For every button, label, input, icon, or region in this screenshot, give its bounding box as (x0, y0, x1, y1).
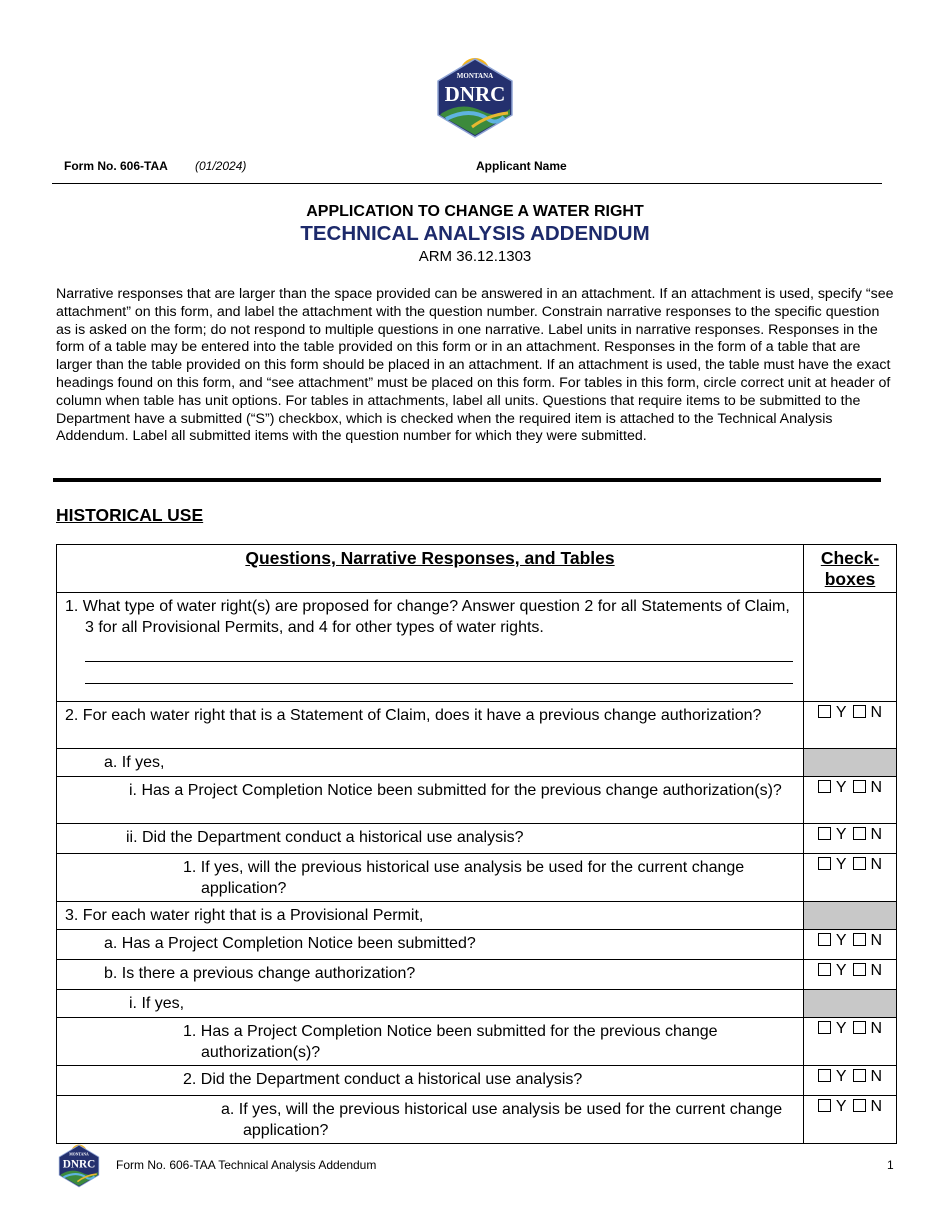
yes-checkbox[interactable] (818, 1069, 831, 1082)
question-text: i. Has a Project Completion Notice been submitted for the previous change authorization(s)? (129, 782, 782, 799)
question-text: 3. For each water right that is a Provisional Permit, (65, 907, 424, 924)
yes-no-checkbox[interactable]: Y N (804, 1066, 897, 1096)
form-header (52, 157, 882, 184)
shaded-cell (804, 902, 897, 930)
question-text: ii. Did the Department conduct a historical use analysis? (126, 829, 524, 846)
checkboxes-column-header: Check- boxes (804, 545, 897, 593)
table-row (57, 902, 897, 930)
form-date: (01/2024) (195, 159, 247, 173)
yes-no-checkbox[interactable]: Y N (804, 1096, 897, 1144)
question-text: 2. For each water right that is a Statement of Claim, does it have a previous change authorization? (65, 707, 762, 724)
yes-no-checkbox[interactable]: Y N (804, 777, 897, 824)
question-text: 2. Did the Department conduct a historical use analysis? (183, 1071, 583, 1088)
table-row (57, 1096, 897, 1144)
yes-checkbox[interactable] (818, 780, 831, 793)
table-row (57, 1066, 897, 1096)
table-row (57, 824, 897, 854)
no-checkbox[interactable] (853, 933, 866, 946)
table-row (57, 702, 897, 749)
rule-reference: ARM 36.12.1303 (418, 248, 532, 265)
table-row (57, 930, 897, 960)
answer-line[interactable] (85, 640, 793, 662)
no-checkbox[interactable] (853, 780, 866, 793)
table-row (57, 990, 897, 1018)
section-heading: HISTORICAL USE (56, 505, 204, 525)
yes-no-checkbox[interactable]: Y N (804, 824, 897, 854)
no-checkbox[interactable] (853, 827, 866, 840)
shaded-cell (804, 990, 897, 1018)
no-checkbox[interactable] (853, 705, 866, 718)
yes-checkbox[interactable] (818, 963, 831, 976)
page-number: 1 (887, 1158, 894, 1172)
yes-no-checkbox[interactable]: Y N (804, 702, 897, 749)
yes-no-checkbox[interactable]: Y N (804, 854, 897, 902)
yes-checkbox[interactable] (818, 1099, 831, 1112)
table-row (57, 1018, 897, 1066)
table-row (57, 593, 897, 702)
no-checkbox[interactable] (853, 1069, 866, 1082)
table-row (57, 749, 897, 777)
table-row (57, 777, 897, 824)
form-number: Form No. 606-TAA (64, 159, 168, 173)
no-checkbox[interactable] (853, 1099, 866, 1112)
question-text: a. Has a Project Completion Notice been submitted? (104, 935, 476, 952)
svg-text:DNRC: DNRC (62, 1158, 96, 1171)
table-header-row (57, 545, 897, 593)
instructions-paragraph: Narrative responses that are larger than the space provided can be answered in an attachment. If an attachment is used, specify “see attachment” on this form, and label the attachment with the question number. Constrain narrative responses to the specific question as is asked on the form; do not respond to multiple questions in one narrative. Label units in narrative responses. Responses in the form of a table may be entered into the table provided on this form or in an attachment. Responses in the form of a table that are larger than the table provided on this form should be placed in an attachment. If an attachment is used, the table must have the exact headings found on this form, and “see attachment” must be placed on this form. For tables in this form, circle correct unit at header of column when table has unit options. For tables in attachments, label all units. Questions that require items to be submitted to the Department have a submitted (“S”) checkbox, which is checked when the required item is attached to the Technical Analysis Addendum. Label all submitted items with the question number for which they were submitted. (56, 286, 894, 445)
yes-checkbox[interactable] (818, 827, 831, 840)
questions-table (56, 544, 897, 1144)
yes-no-checkbox[interactable]: Y N (804, 930, 897, 960)
questions-column-header: Questions, Narrative Responses, and Tables (57, 545, 804, 593)
answer-line[interactable] (85, 662, 793, 684)
question-text: a. If yes, will the previous historical use analysis be used for the current change application? (221, 1101, 783, 1139)
yes-checkbox[interactable] (818, 705, 831, 718)
yes-no-checkbox[interactable]: Y N (804, 1018, 897, 1066)
no-checkbox[interactable] (853, 963, 866, 976)
svg-text:MONTANA: MONTANA (456, 72, 494, 80)
dnrc-logo-small (56, 1142, 102, 1188)
table-row (57, 854, 897, 902)
footer-form-label: Form No. 606-TAA Technical Analysis Addendum (116, 1158, 377, 1172)
question-text: i. If yes, (129, 995, 185, 1012)
question-text: 1. What type of water right(s) are proposed for change? Answer question 2 for all Statements of Claim, 3 for all Provisional Permits, and 4 for other types of water rights. (65, 598, 790, 636)
question-1-cell (57, 593, 804, 702)
yes-checkbox[interactable] (818, 857, 831, 870)
checkbox-cell (804, 593, 897, 702)
question-text: 1. If yes, will the previous historical use analysis be used for the current change application? (183, 859, 745, 897)
section-divider (53, 478, 881, 482)
yes-no-checkbox[interactable]: Y N (804, 960, 897, 990)
table-row (57, 960, 897, 990)
yes-checkbox[interactable] (818, 933, 831, 946)
applicant-name-label: Applicant Name (476, 159, 567, 173)
shaded-cell (804, 749, 897, 777)
dnrc-logo (432, 53, 518, 139)
no-checkbox[interactable] (853, 857, 866, 870)
yes-checkbox[interactable] (818, 1021, 831, 1034)
no-checkbox[interactable] (853, 1021, 866, 1034)
svg-text:MONTANA: MONTANA (69, 1152, 89, 1157)
svg-text:DNRC: DNRC (444, 82, 506, 106)
question-text: b. Is there a previous change authorization? (104, 965, 416, 982)
form-subtitle: TECHNICAL ANALYSIS ADDENDUM (300, 222, 650, 245)
question-text: 1. Has a Project Completion Notice been submitted for the previous change authorization(s)? (183, 1023, 718, 1061)
form-title: APPLICATION TO CHANGE A WATER RIGHT (306, 203, 644, 220)
question-text: a. If yes, (104, 754, 165, 771)
